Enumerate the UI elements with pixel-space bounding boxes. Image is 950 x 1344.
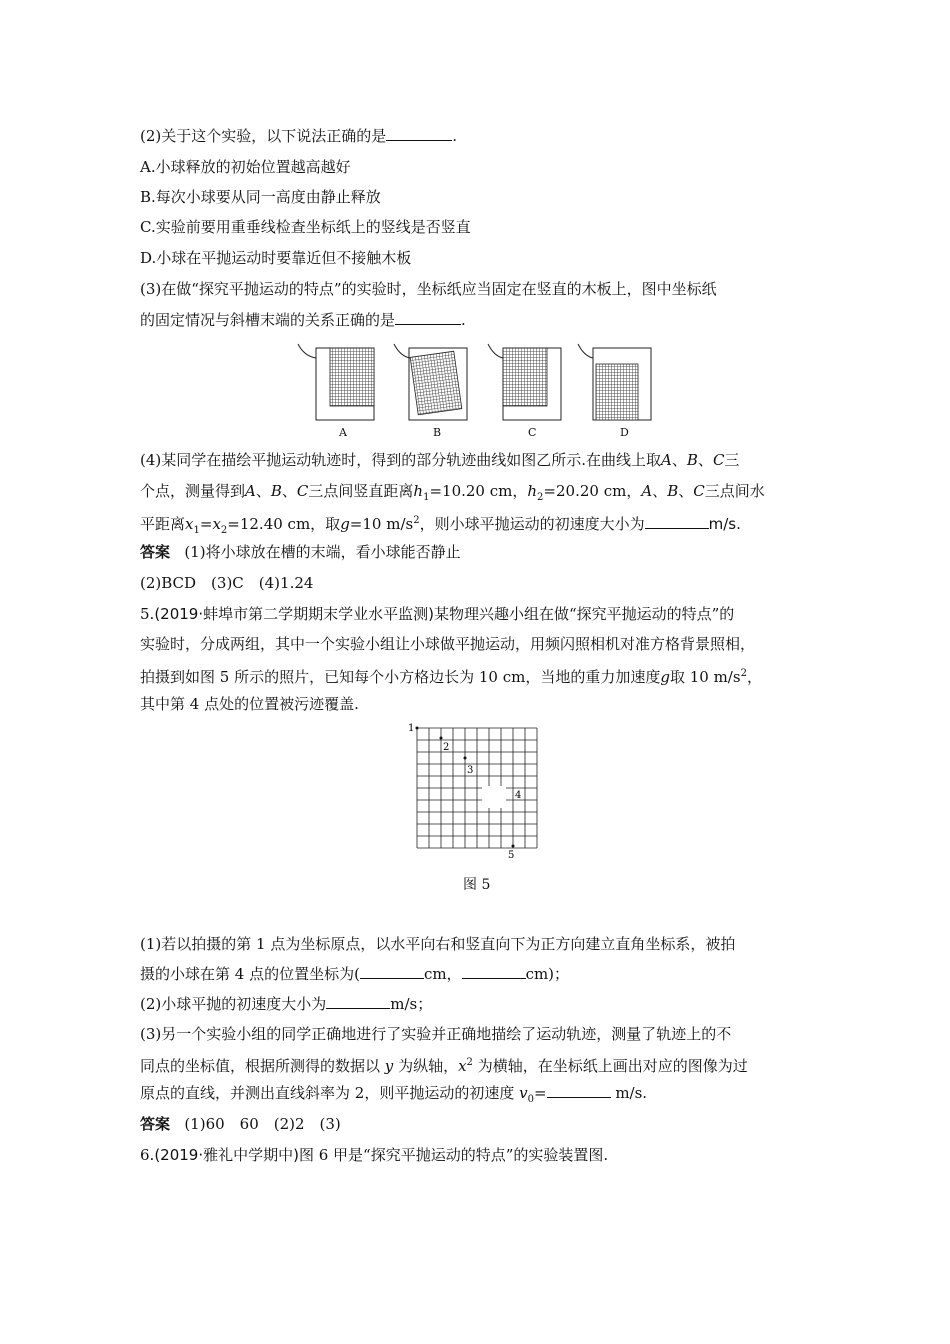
- q5-line4: 其中第 4 点处的位置被污迹覆盖.: [140, 695, 359, 713]
- option-c: C.实验前要用重垂线检查坐标纸上的竖线是否竖直: [140, 218, 471, 236]
- q5-sub3-line1: (3)另一个实验小组的同学正确地进行了实验并正确地描绘了运动轨迹，测量了轨迹上的不: [140, 1025, 732, 1043]
- point-label-1: 1: [408, 723, 415, 734]
- answer-label: 答案: [140, 1115, 171, 1133]
- option-b: B.每次小球要从同一高度由静止释放: [140, 188, 381, 206]
- point-label-4: 4: [515, 790, 522, 801]
- q5-line2: 实验时，分成两组，其中一个实验小组让小球做平抛运动，用频闪照相机对准方格背景照相，: [140, 635, 756, 653]
- board-options-figure: [290, 342, 670, 442]
- figure-label-c: C: [528, 426, 537, 439]
- answer-blank: [547, 1083, 611, 1098]
- answer-blank: [395, 310, 461, 325]
- point-label-3: 3: [467, 765, 474, 776]
- option-a: A.小球释放的初始位置越高越好: [140, 158, 351, 176]
- q5-sub1-line2: 摄的小球在第 4 点的位置坐标为( cm， cm)；: [140, 965, 570, 983]
- option-a-board: [298, 344, 374, 420]
- q5-line3: 拍摄到如图 5 所示的照片，已知每个小方格边长为 10 cm，当地的重力加速度g取 10 $m/s^2$，: [140, 668, 762, 686]
- figure-label-b: B: [433, 426, 442, 439]
- point-1-marker: [416, 727, 419, 730]
- q4-answer-line2: (2)BCD (3)C (4)1.24: [140, 574, 314, 592]
- q5-sub3-line2: 同点的坐标值，根据所测得的数据以 y 为纵轴，$x^2$ 为横轴，在坐标纸上画出对应的图像为过: [140, 1057, 748, 1075]
- point-2-marker: [440, 737, 443, 740]
- answer-label: 答案: [140, 543, 171, 561]
- q4-part3-line2: 的固定情况与斜槽末端的关系正确的是 .: [140, 311, 466, 329]
- answer-blank: [462, 964, 526, 979]
- answer-blank: [386, 126, 452, 141]
- q5-sub1-line1: (1)若以拍摄的第 1 点为坐标原点，以水平向右和竖直向下为正方向建立直角坐标系，被拍: [140, 935, 736, 953]
- q4-part3-line1: (3)在做“探究平抛运动的特点”的实验时，坐标纸应当固定在竖直的木板上，图中坐标纸: [140, 280, 717, 298]
- answer-blank: [645, 514, 709, 529]
- q5-line1: 5.(2019·蚌埠市第二学期期末学业水平监测)某物理兴趣小组在做“探究平抛运动的特点”的: [140, 605, 735, 623]
- answer-blank: [360, 964, 424, 979]
- smudge-blot: [482, 786, 506, 808]
- point-5-marker: [512, 845, 515, 848]
- option-d: D.小球在平抛运动时要靠近但不接触木板: [140, 249, 412, 267]
- option-d-board: [578, 344, 651, 420]
- point-3-marker: [464, 757, 467, 760]
- point-label-5: 5: [508, 850, 515, 861]
- q5-answer: 答案 (1)60 60 (2)2 (3): [140, 1115, 341, 1133]
- figure-5-caption: 图 5: [463, 877, 491, 893]
- q4-part4-line2: 个点，测量得到A、B、C三点间竖直距离$h_1=10.20$ cm，$h_2=20.20$ cm，A、B、C三点间水: [140, 482, 765, 503]
- q6-line1: 6.(2019·雅礼中学期中)图 6 甲是“探究平抛运动的特点”的实验装置图.: [140, 1146, 609, 1164]
- strobe-grid-figure: [404, 718, 544, 862]
- answer-blank: [326, 994, 390, 1009]
- grid-lines: [417, 728, 537, 848]
- figure-label-d: D: [620, 426, 629, 439]
- q5-sub3-line3: 原点的直线，并测出直线斜率为 2，则平抛运动的初速度 $v_0= m/s$.: [140, 1084, 648, 1105]
- q4-part4-line3: 平距离$x_1=x_2=12.40$ cm，取g=10 $m/s^2$，则小球平抛运动的初速度大小为 m/s.: [140, 515, 741, 536]
- option-c-board: [488, 344, 561, 420]
- figure-label-a: A: [339, 426, 347, 439]
- q4-part2-stem: (2)关于这个实验，以下说法正确的是 .: [140, 127, 458, 145]
- option-b-board: [394, 344, 467, 420]
- point-label-2: 2: [443, 742, 450, 753]
- q4-answer-line1: 答案 (1)将小球放在槽的末端，看小球能否静止: [140, 543, 461, 561]
- q4-part4-line1: (4)某同学在描绘平抛运动轨迹时，得到的部分轨迹曲线如图乙所示.在曲线上取A、B、C三: [140, 451, 740, 469]
- q5-sub2: (2)小球平抛的初速度大小为 m/s；: [140, 995, 433, 1013]
